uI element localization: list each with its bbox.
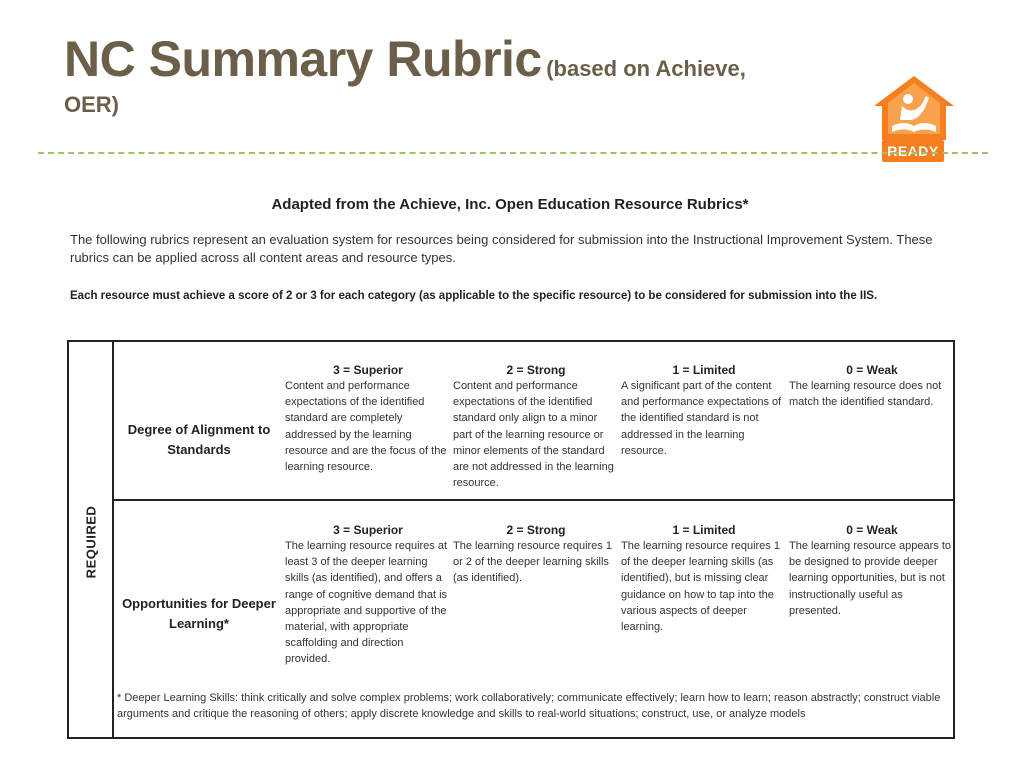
- level-description: The learning resource does not match the identified standard.: [789, 380, 942, 409]
- category-label: Degree of Alignment to Standards: [127, 422, 271, 457]
- rubric-table: [67, 340, 955, 739]
- level-label: 1 = Limited: [672, 523, 736, 537]
- title-suffix-2: OER): [64, 92, 119, 117]
- logo-label: READY: [882, 140, 944, 162]
- level-description: Content and performance expectations of the identified standard only align to a minor part of the learning resource or minor elements of the standard are not addressed in the learning resource.: [453, 380, 614, 490]
- level-description: The learning resource requires at least 3 of the deeper learning skills (as identified), and offers a range of cognitive demand that is appropriate and supportive of the material, with appropriate scaffolding and direction provided.: [285, 540, 448, 666]
- required-label: REQUIRED: [83, 505, 99, 579]
- title-suffix: (based on Achieve,: [546, 56, 746, 81]
- level-description: The learning resource requires 1 or 2 of the deeper learning skills (as identified).: [453, 540, 612, 585]
- rubric-cell-limited: [621, 522, 787, 635]
- level-label: 2 = Strong: [506, 523, 566, 537]
- rubric-cell-superior: [285, 522, 451, 668]
- category-label: Opportunities for Deeper Learning*: [122, 596, 276, 631]
- required-column: [69, 342, 114, 737]
- level-label: 1 = Limited: [672, 363, 736, 377]
- slide-title: [64, 30, 844, 118]
- level-description: The learning resource requires 1 of the deeper learning skills (as identified), but is missing clear guidance on how to tap into the various aspects of deeper learning.: [621, 540, 780, 634]
- rubric-cell-limited: [621, 362, 787, 459]
- level-label: 3 = Superior: [333, 523, 403, 537]
- rubric-cell-strong: [453, 522, 619, 587]
- document-heading: Adapted from the Achieve, Inc. Open Education Resource Rubrics*: [271, 196, 749, 213]
- dashed-divider: [38, 152, 988, 154]
- title-main: NC Summary Rubric: [64, 31, 542, 87]
- deeper-learning-footnote: * Deeper Learning Skills: think critically and solve complex problems; work collaboratively; communicate effectively; learn how to learn; reason abstractly; construct viable arguments and critique the reasoning of others; apply discrete knowledge and skills to real-world situations; construct, use, or analyze models: [117, 692, 941, 721]
- house-reader-icon: [872, 74, 956, 144]
- level-description: Content and performance expectations of the identified standard are completely addressed by the learning resource and are the focus of the learning resource.: [285, 380, 447, 474]
- rubric-row-alignment: [114, 342, 953, 501]
- rubric-cell-weak: [789, 362, 955, 410]
- level-label: 2 = Strong: [506, 363, 566, 377]
- level-label: 3 = Superior: [333, 363, 403, 377]
- level-description: The learning resource appears to be designed to provide deeper learning opportunities, but is not instructionally useful as presented.: [789, 540, 952, 617]
- level-label: 0 = Weak: [846, 363, 898, 377]
- document-intro: The following rubrics represent an evaluation system for resources being considered for submission into the Instructional Improvement System. These rubrics can be applied across all content areas and resource types.: [70, 232, 933, 265]
- level-description: A significant part of the content and performance expectations of the identified standard is not addressed in the learning resource.: [621, 380, 782, 457]
- rubric-cell-superior: [285, 362, 451, 475]
- level-label: 0 = Weak: [846, 523, 898, 537]
- requirement-note: Each resource must achieve a score of 2 or 3 for each category (as applicable to the specific resource) to be considered for submission into the IIS.: [70, 290, 878, 302]
- rubric-cell-strong: [453, 362, 619, 491]
- rubric-cell-weak: [789, 522, 955, 619]
- rubric-row-deeper-learning: [114, 502, 953, 692]
